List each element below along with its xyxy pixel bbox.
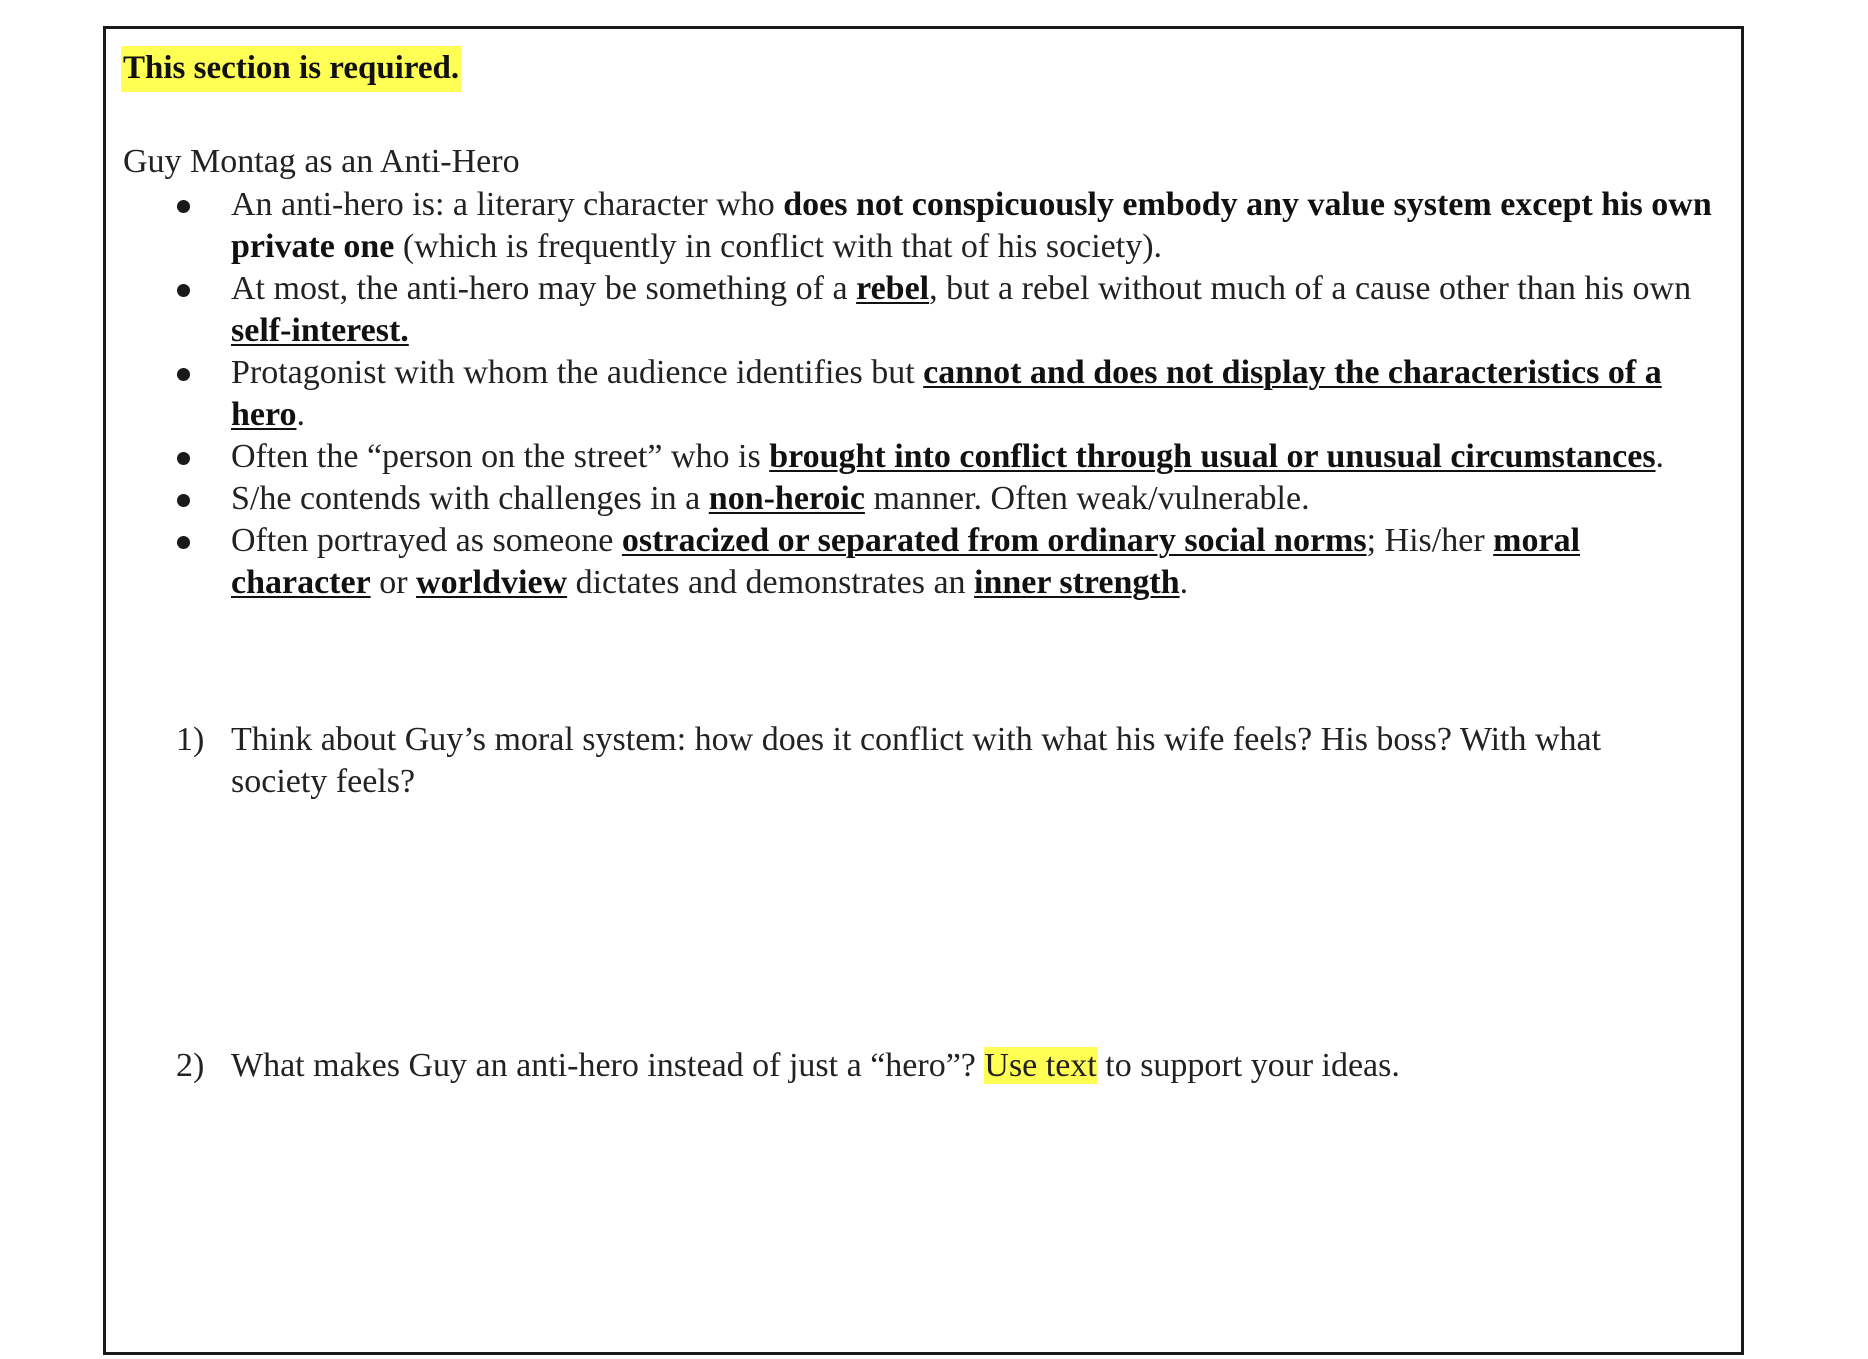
bullet-text [231,354,1662,433]
document-box [103,26,1744,1355]
text-segment-plain: Think about Guy’s moral system: how does it conflict with what his wife feels? His boss? With what society feels? [231,721,1602,800]
text-segment-bold-underline: ostracized or separated from ordinary social norms [621,522,1367,559]
bullet-dot-icon [177,200,190,213]
text-segment-bold-underline: brought into conflict through usual or unusual circumstances [769,438,1656,475]
bullet-text [231,186,1712,265]
text-segment-plain: . [296,396,305,433]
text-segment-plain: ; His/her [1366,522,1494,559]
bullet-dot-icon [177,536,190,549]
text-segment-plain: . [1655,438,1665,475]
text-segment-bold-underline: moral character [231,522,1581,601]
bullet-dot-icon [177,368,190,381]
text-segment-bold-underline: inner strength [974,564,1180,601]
text-segment-plain: Protagonist with whom the audience identifies but [231,354,924,391]
text-segment-plain: dictates and demonstrates an [567,564,975,601]
section-title: Guy Montag as an Anti-Hero [123,143,520,180]
question-text [106,1045,1747,1087]
text-segment-plain: Often portrayed as someone [231,522,622,559]
text-segment-plain: Often the “person on the street” who is [231,438,770,475]
bullet-item [106,352,1747,436]
text-segment-bold: does not conspicuously embody any value system except his own private one [231,186,1712,265]
bullet-text [231,480,1310,517]
text-segment-plain: An anti-hero is: a literary character who [231,186,784,223]
bullet-item [106,184,1747,268]
bullet-text [231,438,1664,475]
text-segment-plain: . [1179,564,1189,601]
text-segment-bold-underline: self-interest. [231,312,409,349]
bullet-text [231,270,1691,349]
text-segment-plain: S/he contends with challenges in a [231,480,709,517]
required-section-label: This section is required. [121,46,461,92]
question-1 [106,719,1747,803]
text-segment-plain: What makes Guy an anti-hero instead of just a “hero”? [231,1047,985,1084]
text-segment-plain: (which is frequently in conflict with that of his society). [394,228,1163,265]
bullet-item [106,436,1747,478]
text-segment-plain: At most, the anti-hero may be something of a [231,270,857,307]
text-segment-plain: to support your ideas. [1096,1047,1400,1084]
text-segment-plain: manner. Often weak/vulnerable. [864,480,1310,517]
bullet-text [231,522,1580,601]
bullet-dot-icon [177,284,190,297]
text-segment-plain: or [370,564,417,601]
bullet-item [106,520,1747,604]
text-segment-bold-underline: worldview [416,564,568,601]
text-segment-plain: , but a rebel without much of a cause other than his own [929,270,1692,307]
question-2 [106,1045,1747,1087]
text-segment-bold-underline: non-heroic [708,480,865,517]
question-number: 1) [176,721,205,758]
text-segment-bold-underline: rebel [856,270,930,307]
question-number: 2) [176,1047,205,1084]
definition-bullet-list [106,184,1747,604]
question-text [106,719,1747,803]
bullet-dot-icon [177,494,190,507]
text-segment-highlight: Use text [984,1047,1097,1084]
text-segment-bold-underline: cannot and does not display the characteristics of a hero [231,354,1662,433]
bullet-dot-icon [177,452,190,465]
bullet-item [106,478,1747,520]
bullet-item [106,268,1747,352]
